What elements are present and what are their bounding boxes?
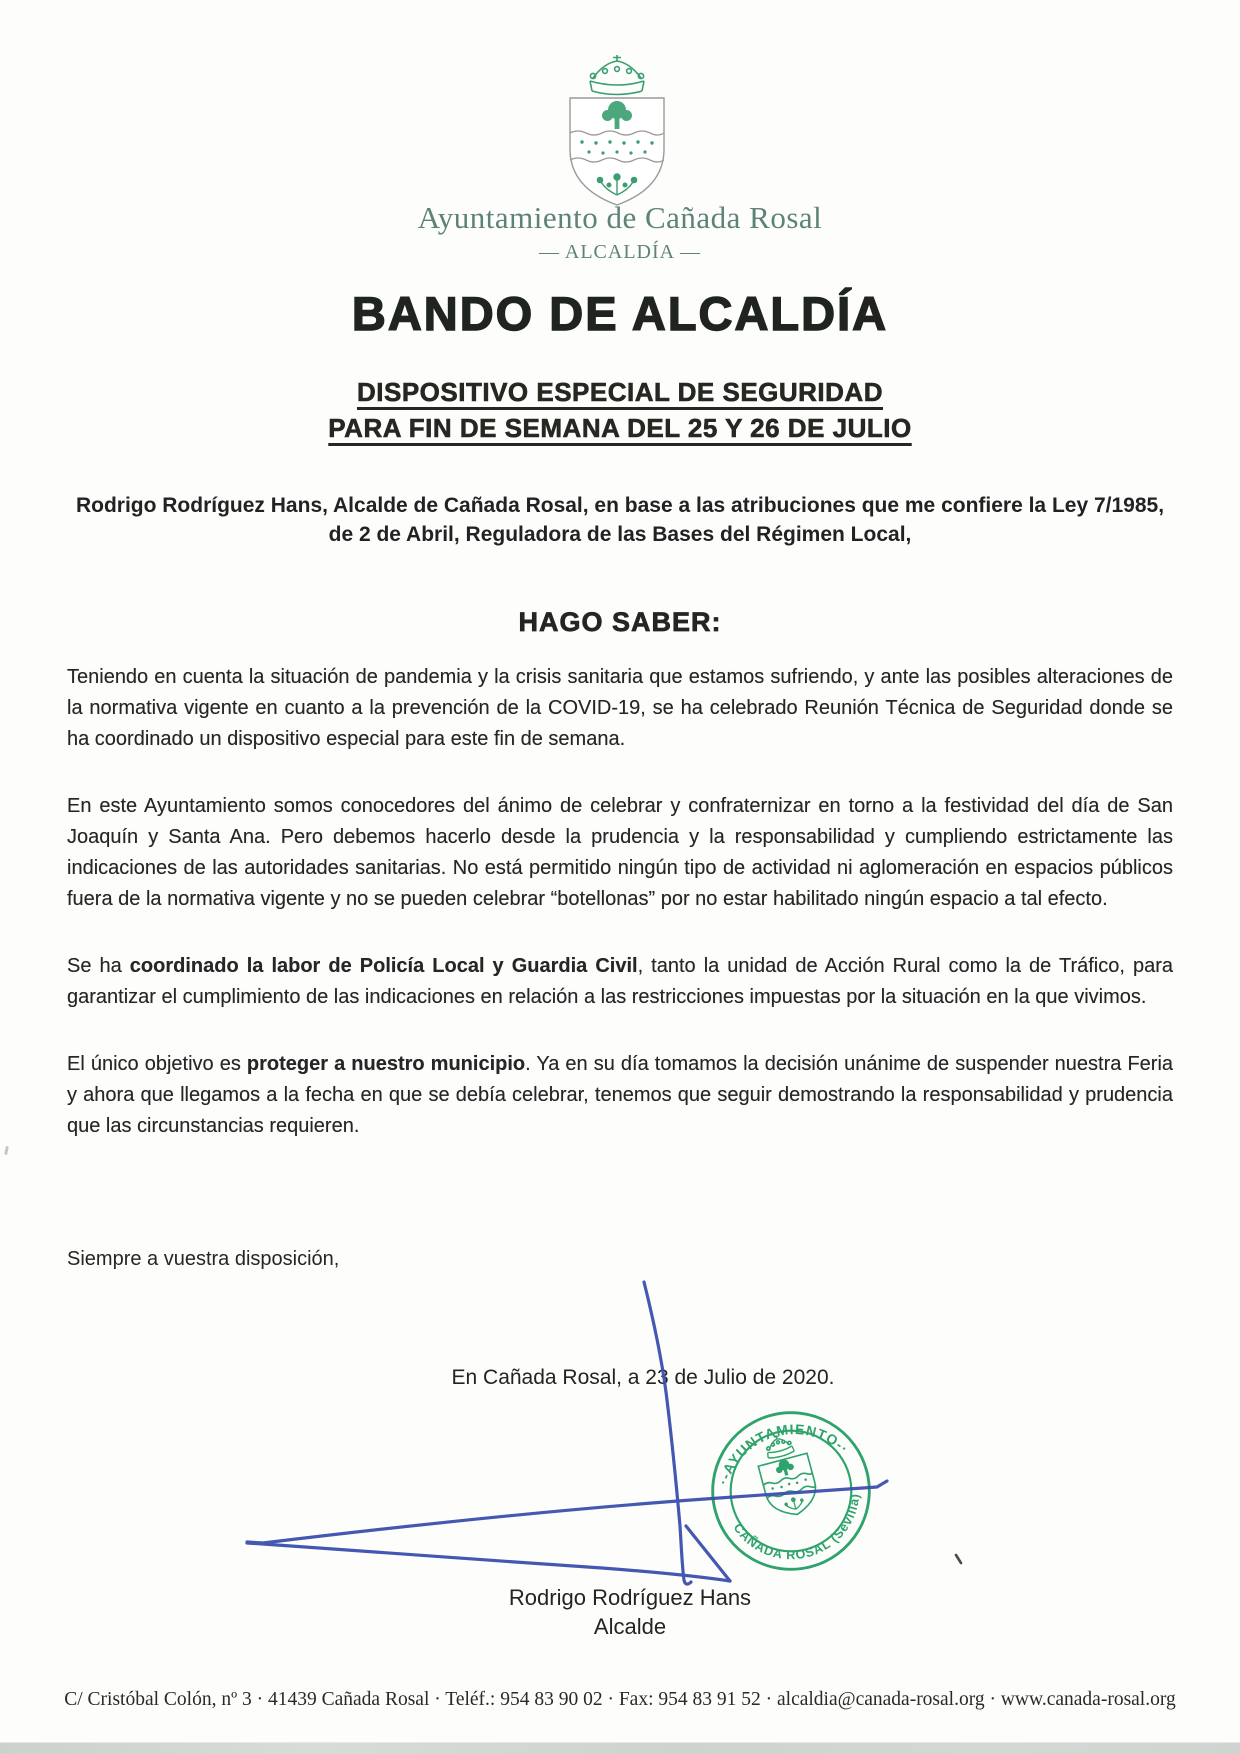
stamp-top-text: ·-AYUNTAMIENTO-· xyxy=(714,1420,853,1487)
crest-shield xyxy=(570,98,664,205)
org-name: Ayuntamiento de Cañada Rosal xyxy=(417,200,823,235)
bold-text-run: coordinado la labor de Policía Local y Guardia Civil xyxy=(129,955,638,977)
scan-artifact xyxy=(4,1146,9,1155)
text-run: El único objetivo es xyxy=(67,1053,247,1075)
subtitle-line-2-text: PARA FIN DE SEMANA DEL 25 Y 26 DE JULIO xyxy=(328,413,912,443)
municipal-stamp-icon xyxy=(701,1401,881,1581)
subtitle-line-1-text: DISPOSITIVO ESPECIAL DE SEGURIDAD xyxy=(356,377,883,407)
footer-contact-line: C/ Cristóbal Colón, nº 3 · 41439 Cañada Rosal · Teléf.: 954 83 90 02 · Fax: 954 83 91 52 · alcaldia@canada-rosal.org · www.canada-rosal.org xyxy=(64,1689,1176,1710)
ink-speck xyxy=(956,1555,961,1563)
text-run: , tanto la unidad de Acción Rural como la de Tráfico, para garantizar el cumplimiento de las indicaciones en relación a las restricciones impuestas por la situación en la que vivimos. xyxy=(67,955,1173,1008)
text-run: Teniendo en cuenta la situación de pandemia y la crisis sanitaria que estamos sufriendo, y ante las posibles alteraciones de la normativa vigente en cuanto a la prevención de la COVID-19, se ha celebrado Reunión Técnica de Seguridad donde se ha coordinado un dispositivo especial para este fin de semana. xyxy=(67,666,1173,750)
body-paragraphs xyxy=(67,662,1173,1178)
scan-edge-band xyxy=(0,1742,1240,1754)
stamp-bottom-text: CAÑADA ROSAL (Sevilla) xyxy=(730,1492,863,1563)
intro-paragraph: Rodrigo Rodríguez Hans, Alcalde de Cañada Rosal, en base a las atribuciones que me confiere la Ley 7/1985, de 2 de Abril, Reguladora de las Bases del Régimen Local, xyxy=(75,494,1165,546)
signer-name: Rodrigo Rodríguez Hans xyxy=(508,1585,752,1610)
crest-crown xyxy=(590,55,644,95)
body-paragraph xyxy=(67,1049,1173,1142)
subtitle-line-1 xyxy=(0,377,1240,408)
signer-role: Alcalde xyxy=(593,1614,667,1639)
text-run: Se ha xyxy=(67,955,130,977)
body-paragraph xyxy=(67,951,1173,1013)
text-run: . Ya en su día tomamos la decisión unánime de suspender nuestra Feria y ahora que llegamos a la fecha en que se debía celebrar, tenemos que seguir demostrando la responsabilidad y prudencia que las circunstancias requieren. xyxy=(67,1053,1174,1137)
body-paragraph xyxy=(67,791,1173,915)
closing-line: Siempre a vuestra disposición, xyxy=(67,1248,340,1270)
page-title: BANDO DE ALCALDÍA xyxy=(351,287,889,340)
proclamation-heading: HAGO SABER: xyxy=(518,607,722,637)
bold-text-run: proteger a nuestro municipio xyxy=(246,1053,526,1075)
body-paragraph xyxy=(67,662,1173,755)
coat-of-arms-icon xyxy=(552,52,682,222)
dateline: En Cañada Rosal, a 23 de Julio de 2020. xyxy=(451,1366,835,1389)
text-run: En este Ayuntamiento somos conocedores del ánimo de celebrar y confraternizar en torno a la festividad del día de San Joaquín y Santa Ana. Pero debemos hacerlo desde la prudencia y la responsabilidad y cumpliendo estrictamente las indicaciones de las autoridades sanitarias. No está permitido ningún tipo de actividad ni aglomeración en espacios públicos fuera de la normativa vigente y no se pueden celebrar “botellonas” por no estar habilitado ningún espacio a tal efecto. xyxy=(67,795,1173,910)
subtitle-line-2 xyxy=(0,413,1240,444)
org-department: — ALCALDÍA — xyxy=(539,241,701,263)
